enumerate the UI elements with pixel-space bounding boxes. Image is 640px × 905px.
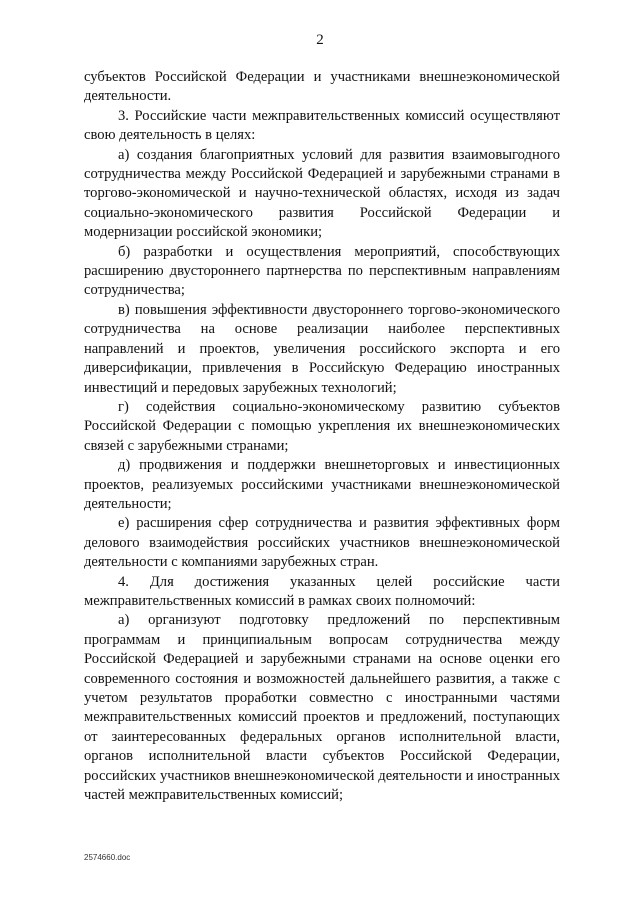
paragraph-item-3d: д) продвижения и поддержки внешнеторговых и инвестиционных проектов, реализуемых российскими участниками внешнеэкономической деятельности; xyxy=(84,457,560,512)
paragraph-item-3a: а) создания благоприятных условий для развития взаимовыгодного сотрудничества между Российской Федерацией и зарубежными странами в торгово-экономической и научно-технической областях, исходя из задач социально-экономического развития Российской Федерации и модернизации российской экономики; xyxy=(84,146,560,241)
paragraph-item-3e: е) расширения сфер сотрудничества и развития эффективных форм делового взаимодействия российских участников внешнеэкономической деятельности с компаниями зарубежных стран. xyxy=(84,515,560,571)
paragraph-continuation: субъектов Российской Федерации и участниками внешнеэкономической деятельности. xyxy=(84,69,560,105)
document-body xyxy=(84,68,560,805)
paragraph-item-4a: а) организуют подготовку предложений по перспективным программам и принципиальным вопросам сотрудничества между Российской Федерацией и зарубежными странами на основе оценки его современного состояния и возможностей дальнейшего развития, а также с учетом результатов проработки совместно с иностранными частями межправительственных комиссий проектов и предложений, поступающих от заинтересованных федеральных органов исполнительной власти, органов исполнительной власти субъектов Российской Федерации, российских участников внешнеэкономической деятельности и иностранных частей межправительственных комиссий; xyxy=(84,612,560,804)
paragraph-item-3g: г) содействия социально-экономическому развитию субъектов Российской Федерации с помощью укрепления их внешнеэкономических связей с зарубежными странами; xyxy=(84,398,560,454)
file-name-footer: 2574660.doc xyxy=(84,853,131,862)
paragraph-item-3b: б) разработки и осуществления мероприятий, способствующих расширению двустороннего партнерства по перспективным направлениям сотрудничества; xyxy=(84,243,560,299)
paragraph-item-3: 3. Российские части межправительственных комиссий осуществляют свою деятельность в целях: xyxy=(84,107,560,144)
paragraph-item-3v: в) повышения эффективности двустороннего торгово-экономического сотрудничества на основе реализации наиболее перспективных направлений и проектов, увеличения российского экспорта и его диверсификации, привлечения в Российскую Федерацию иностранных инвестиций и передовых зарубежных технологий; xyxy=(84,301,560,396)
paragraph-item-4: 4. Для достижения указанных целей российские части межправительственных комиссий в рамках своих полномочий: xyxy=(84,573,560,609)
page-number: 2 xyxy=(316,32,324,48)
